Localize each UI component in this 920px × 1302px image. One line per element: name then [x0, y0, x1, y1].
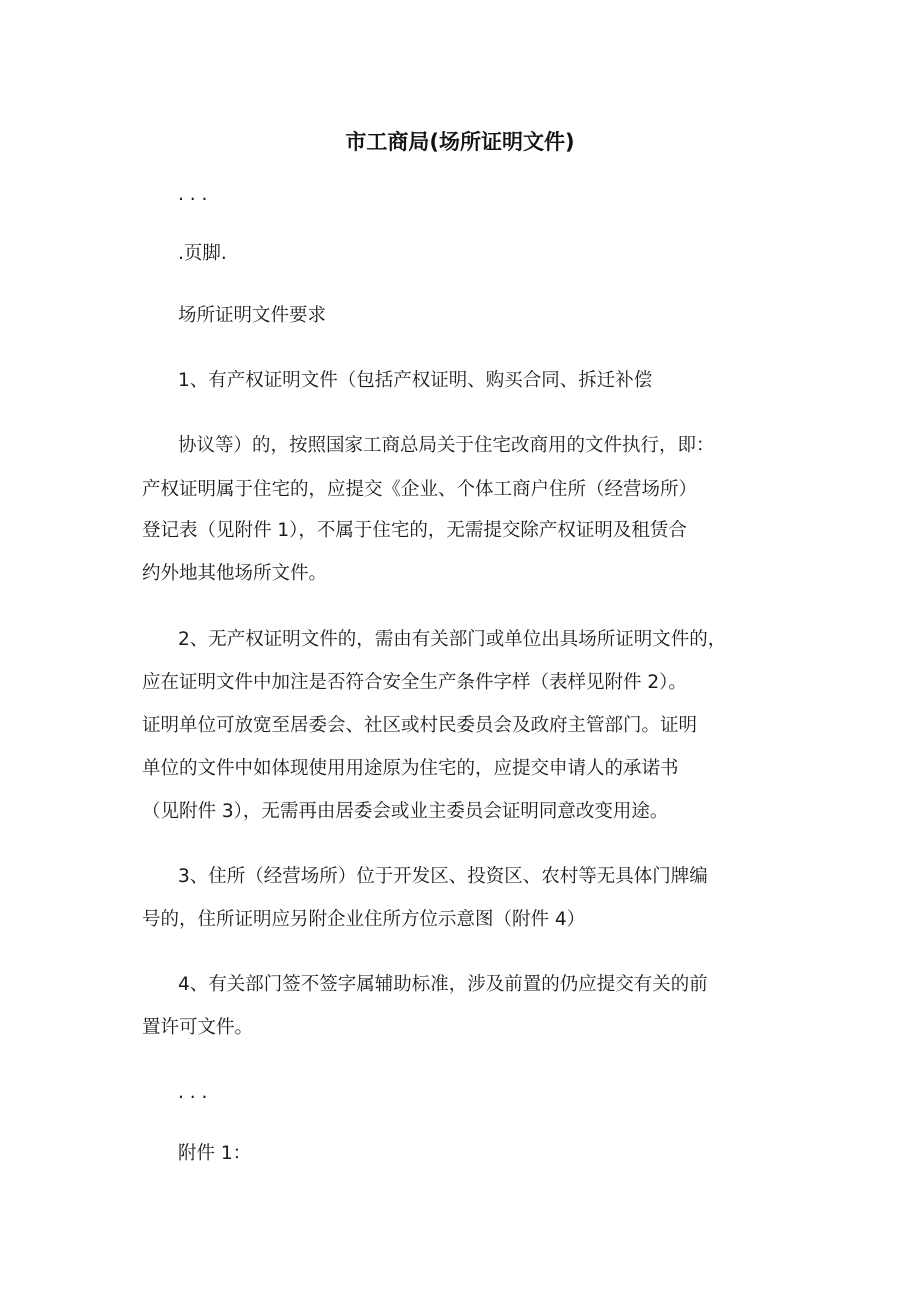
- paragraph-line: 号的，住所证明应另附企业住所方位示意图（附件 4）: [142, 909, 586, 930]
- paragraph-line: （见附件 3），无需再由居委会或业主委员会证明同意改变用途。: [142, 801, 669, 822]
- attachment-label: 附件 1：: [178, 1143, 252, 1164]
- paragraph-line: 证明单位可放宽至居委会、社区或村民委员会及政府主管部门。证明: [142, 715, 698, 736]
- paragraph-line: 产权证明属于住宅的，应提交《企业、个体工商户住所（经营场所）: [142, 479, 698, 500]
- paragraph-line: 3、住所（经营场所）位于开发区、投资区、农村等无具体门牌编: [178, 866, 708, 887]
- paragraph-line: 置许可文件。: [142, 1017, 254, 1038]
- ellipsis-bottom: . . .: [178, 1082, 208, 1103]
- paragraph-line: 约外地其他场所文件。: [142, 563, 328, 584]
- paragraph-line: 2、无产权证明文件的，需由有关部门或单位出具场所证明文件的，: [178, 629, 727, 650]
- section-heading: 场所证明文件要求: [178, 305, 327, 326]
- paragraph-line: 登记表（见附件 1），不属于住宅的，无需提交除产权证明及租赁合: [142, 520, 687, 541]
- paragraph-line: 协议等）的，按照国家工商总局关于住宅改商用的文件执行，即：: [178, 435, 715, 456]
- ellipsis-top: . . .: [178, 184, 208, 205]
- paragraph-line: 应在证明文件中加注是否符合安全生产条件字样（表样见附件 2）。: [142, 672, 687, 693]
- document-title: 市工商局(场所证明文件): [345, 130, 575, 154]
- paragraph-line: 单位的文件中如体现使用用途原为住宅的，应提交申请人的承诺书: [142, 758, 679, 779]
- footer-label: .页脚.: [178, 243, 227, 264]
- paragraph-line: 1、有产权证明文件（包括产权证明、购买合同、拆迁补偿: [178, 370, 653, 391]
- paragraph-line: 4、有关部门签不签字属辅助标准，涉及前置的仍应提交有关的前: [178, 974, 708, 995]
